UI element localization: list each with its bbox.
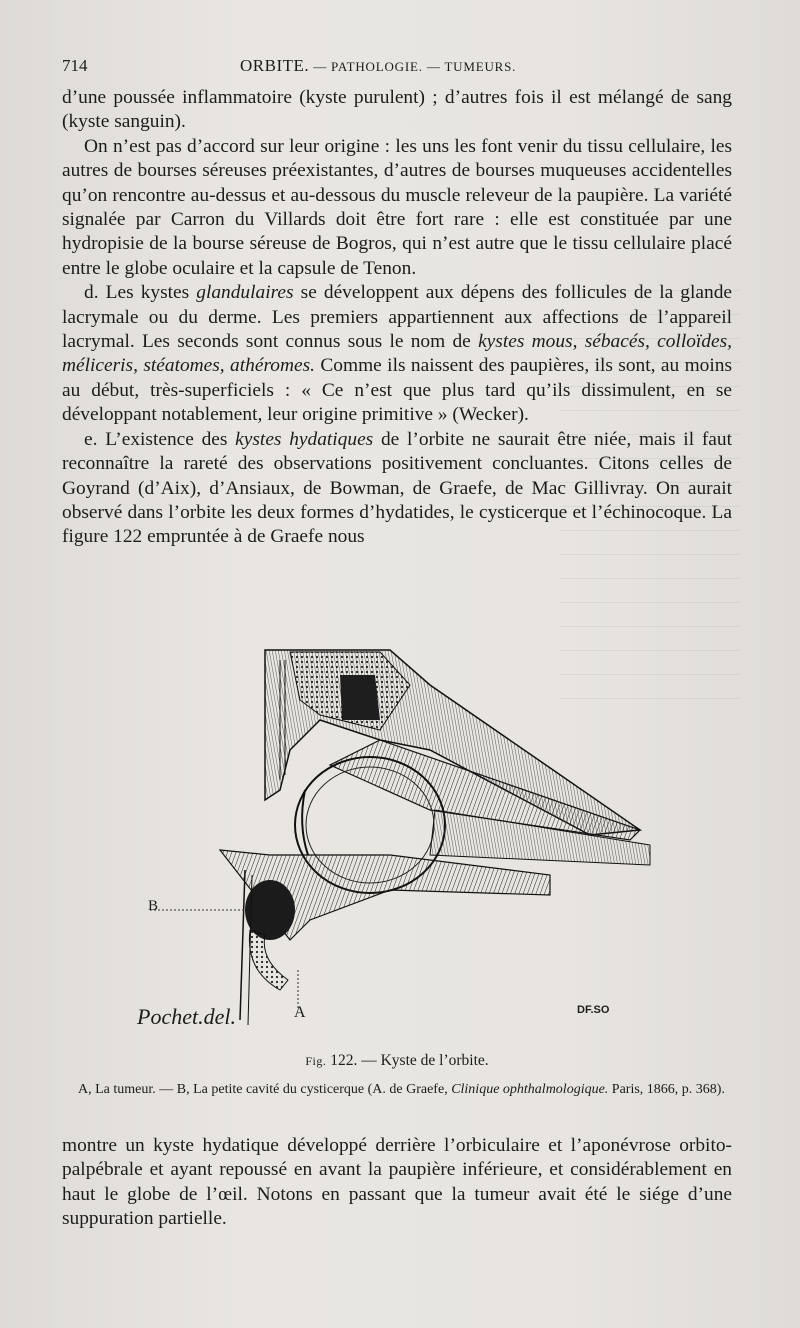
- caption-fig-label: Fig.: [305, 1054, 327, 1068]
- running-title-main: ORBITE.: [240, 56, 310, 75]
- running-header: [62, 56, 732, 82]
- running-title-rest: — PATHOLOGIE. — TUMEURS.: [309, 59, 517, 74]
- frontal-sinus: [340, 675, 380, 720]
- paragraph-conclusion: montre un kyste hydatique développé derrière l’orbiculaire et l’aponévrose orbito-palpébrale et ayant repoussé en avant la paupière inférieure, et considérablement en haut le globe de l’œil. Notons en passant que la tumeur avait été le siége d’une suppuration partielle.: [62, 1135, 732, 1230]
- italic-run: glandulaires: [196, 282, 294, 304]
- legend-run: A, La tumeur. — B, La petite cavité du cysticerque (A. de Graefe,: [78, 1082, 452, 1097]
- text-run: Comme ils naissent des paupières, ils sont, au moins au début, très-superficiels : « Ce n’est que plus tard qu’ils dissimulent, en se développant notablement, leur origine primitive » (Wecker).: [62, 355, 732, 426]
- paragraph-origin: On n’est pas d’accord sur leur origine : les uns les font venir du tissu cellulaire, les autres de bourses séreuses préexistantes, d’autres de bourses muqueuses accidentelles qu’on rencontre au-dessus et au-dessous du muscle releveur de la paupière. La variété signalée par Carron du Villards doit être fort rare : elle est constituée par une hydropisie de la bourse séreuse de Bogros, qui n’est autre que le tissu cellulaire placé entre le globe oculaire et la capsule de Tenon.: [62, 135, 732, 279]
- italic-run: kystes mous, sébacés, colloïdes, méliceris, stéatomes, athéromes.: [62, 331, 732, 377]
- text-run: se développent aux dépens des follicules de la glande lacrymale ou du derme. Les premiers appartiennent aux affections de l’appareil lacrymal. Les seconds sont connus sous le nom de: [62, 282, 732, 353]
- figure-legend: [78, 1080, 732, 1099]
- text-run: d. Les kystes: [84, 282, 197, 304]
- cornea: [302, 790, 308, 855]
- paragraph-continuation: d’une poussée inflammatoire (kyste purulent) ; d’autres fois il est mélangé de sang (kyste sanguin).: [62, 87, 732, 133]
- figure-caption: [62, 1052, 732, 1070]
- italic-run: kystes hydatiques: [235, 428, 374, 450]
- orbit-rim-line: [240, 870, 245, 1020]
- engraver-signature-right: DF.SO: [577, 1004, 610, 1016]
- text-block-bottom: [62, 1134, 732, 1232]
- text-block-top: [62, 86, 732, 550]
- figure-label-a: A: [294, 1004, 306, 1021]
- text-run: e. L’existence des: [84, 428, 236, 450]
- orbit-cyst-illustration: [130, 640, 690, 1040]
- caption-text: 122. — Kyste de l’orbite.: [326, 1052, 489, 1069]
- page-number: 714: [62, 56, 88, 75]
- paragraph-hydatiques: [62, 428, 732, 550]
- legend-run: Paris, 1866, p. 368).: [608, 1082, 725, 1097]
- legend-italic: Clinique ophthalmologique.: [451, 1082, 609, 1097]
- text-run: de l’orbite ne saurait être niée, mais il faut reconnaître la rareté des observations positivement concluantes. Citons celles de Goyrand (d’Aix), d’Ansiaux, de Bowman, de Graefe, de Mac Gillivray. On aurait observé dans l’orbite les deux formes d’hydatides, le cysticerque et l’échinocoque. La figure 122 empruntée à de Graefe nous: [62, 428, 732, 548]
- figure-label-b: B: [148, 898, 159, 914]
- engraver-signature-left: Pochet.del.: [137, 1004, 236, 1029]
- running-title: [240, 56, 516, 76]
- engraving-svg: [130, 640, 690, 1040]
- paragraph-glandulaires: [62, 281, 732, 427]
